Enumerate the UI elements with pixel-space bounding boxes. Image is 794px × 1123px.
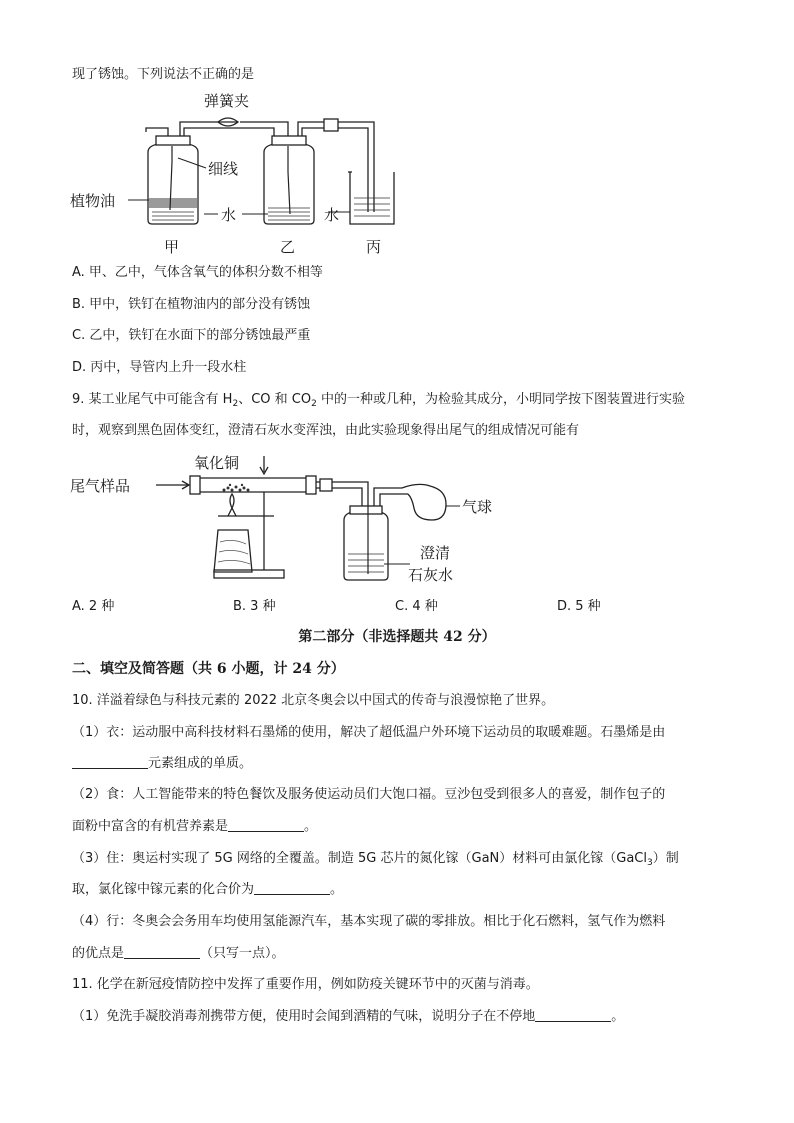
water-label-mid: 水 bbox=[221, 206, 237, 224]
q9-option-d: D. 5 种 bbox=[557, 599, 601, 614]
q10-p4-line2: 的优点是 （只写一点）。 bbox=[72, 946, 285, 961]
q8-option-a: A. 甲、乙中，气体含氧气的体积分数不相等 bbox=[72, 265, 323, 280]
q10-p3-line1: （3）住：奥运村实现了 5G 网络的全覆盖。制造 5G 芯片的氮化镓（GaN）材料可由氯化镓（GaCl$_3$）制 bbox=[72, 851, 679, 868]
q10-p4-line1: （4）行：冬奥会会务用车均使用氢能源汽车，基本实现了碳的零排放。相比于化石燃料，氢气作为燃料 bbox=[72, 914, 666, 929]
limewater-label-1: 澄清 bbox=[420, 544, 451, 562]
q9-apparatus-figure bbox=[68, 446, 508, 592]
q9-option-c: C. 4 种 bbox=[395, 599, 438, 614]
q10-p2-line2: 面粉中富含的有机营养素是 。 bbox=[72, 819, 318, 834]
q8-apparatus-figure bbox=[68, 92, 398, 260]
answer-blank[interactable] bbox=[535, 1009, 611, 1022]
limewater-label-2: 石灰水 bbox=[408, 566, 454, 584]
q11-p1: （1）免洗手凝胶消毒剂携带方便，使用时会闻到酒精的气味，说明分子在不停地 。 bbox=[72, 1009, 625, 1024]
q8-option-c: C. 乙中，铁钉在水面下的部分锈蚀最严重 bbox=[72, 328, 311, 343]
q8-stem-tail: 现了锈蚀。下列说法不正确的是 bbox=[72, 67, 255, 82]
jar-yi-label: 乙 bbox=[280, 238, 296, 256]
part2-title: 第二部分（非选择题共 42 分） bbox=[298, 629, 496, 645]
q8-option-d: D. 丙中，导管内上升一段水柱 bbox=[72, 360, 247, 375]
q10-p1-line1: （1）衣：运动服中高科技材料石墨烯的使用，解决了超低温户外环境下运动员的取暖难题。石墨烯是由 bbox=[72, 725, 666, 740]
section2-title: 二、填空及简答题（共 6 小题，计 24 分） bbox=[72, 661, 345, 677]
spring-clip-label: 弹簧夹 bbox=[204, 92, 250, 110]
water-label-right: 水 bbox=[324, 206, 340, 224]
q9-option-a: A. 2 种 bbox=[72, 599, 115, 614]
q9-option-b: B. 3 种 bbox=[233, 599, 276, 614]
q9-stem-line1: 9. 某工业尾气中可能含有 $H_2$、CO 和 $CO_2$ 中的一种或几种，为检验其成分，小明同学按下图装置进行实验 bbox=[72, 392, 685, 409]
copper-oxide-label: 氧化铜 bbox=[194, 454, 240, 472]
answer-blank[interactable] bbox=[72, 756, 148, 769]
q10-p2-line1: （2）食：人工智能带来的特色餐饮及服务使运动员们大饱口福。豆沙包受到很多人的喜爱，制作包子的 bbox=[72, 787, 666, 802]
answer-blank[interactable] bbox=[124, 946, 200, 959]
q11-stem: 11. 化学在新冠疫情防控中发挥了重要作用，例如防疫关键环节中的灭菌与消毒。 bbox=[72, 977, 539, 992]
q8-option-b: B. 甲中，铁钉在植物油内的部分没有锈蚀 bbox=[72, 297, 311, 312]
beaker-bing-label: 丙 bbox=[366, 238, 382, 256]
thread-label: 细线 bbox=[208, 160, 239, 178]
answer-blank[interactable] bbox=[228, 819, 304, 832]
answer-blank[interactable] bbox=[254, 882, 330, 895]
gas-sample-label: 尾气样品 bbox=[70, 477, 131, 495]
jar-jia-label: 甲 bbox=[164, 238, 180, 256]
veg-oil-label: 植物油 bbox=[70, 192, 116, 210]
q9-stem-line2: 时，观察到黑色固体变红，澄清石灰水变浑浊，由此实验现象得出尾气的组成情况可能有 bbox=[72, 423, 580, 438]
q10-p1-line2: 元素组成的单质。 bbox=[72, 755, 252, 773]
balloon-label: 气球 bbox=[462, 498, 493, 516]
q10-stem: 10. 洋溢着绿色与科技元素的 2022 北京冬奥会以中国式的传奇与浪漫惊艳了世界。 bbox=[72, 693, 555, 708]
q10-p3-line2: 取，氯化镓中镓元素的化合价为 。 bbox=[72, 882, 344, 897]
